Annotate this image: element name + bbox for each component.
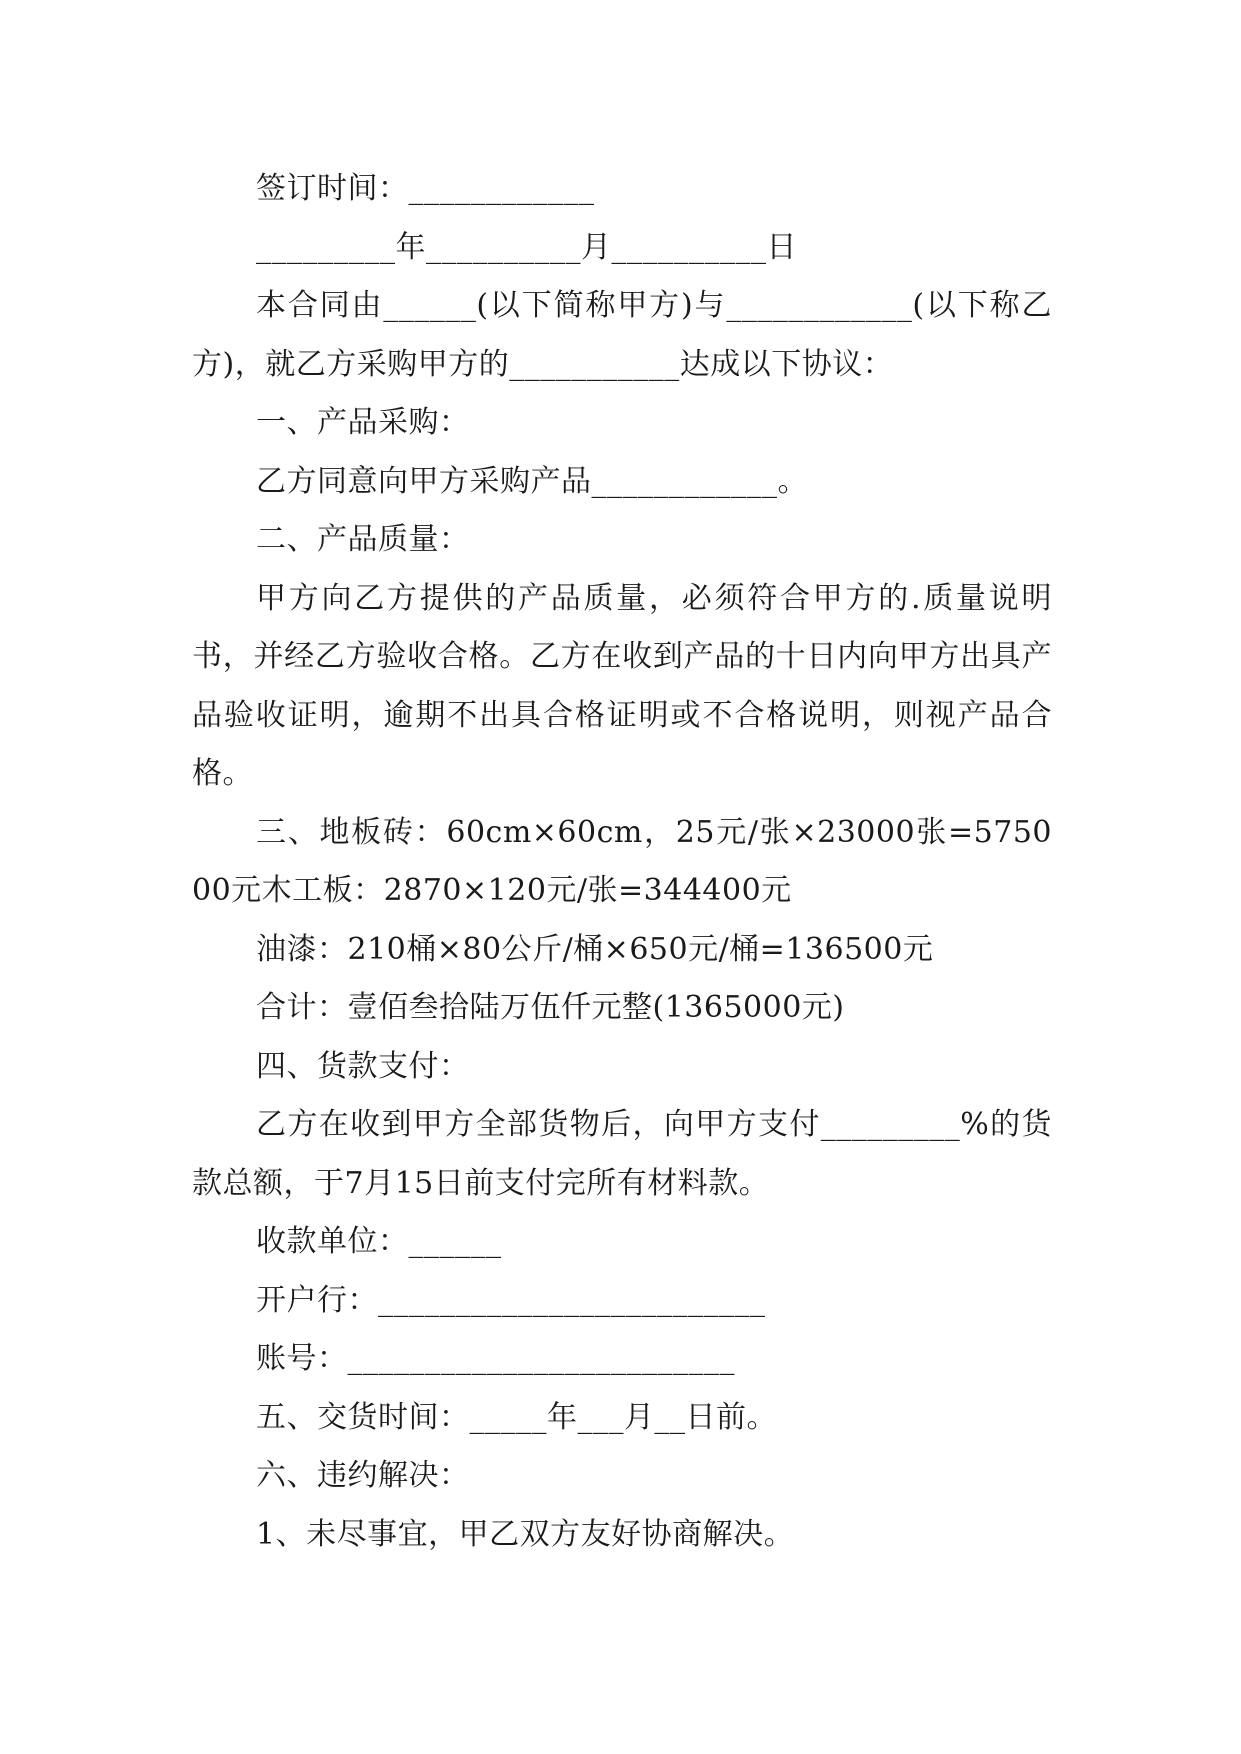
date-blanks-line: _________年__________月__________日 xyxy=(256,229,797,265)
contract-body xyxy=(192,160,1052,1564)
section-heading-quality: 二、产品质量： xyxy=(256,522,470,557)
section-heading-payment: 四、货款支付： xyxy=(256,1048,470,1084)
contract-intro-paragraph: 本合同由______(以下简称甲方)与____________(以下称乙方)，就乙方采购甲方的___________达成以下协议： xyxy=(192,288,1052,382)
breach-item-1: 1、未尽事宜，甲乙双方友好协商解决。 xyxy=(256,1516,795,1552)
payee-line: 收款单位：______ xyxy=(256,1224,502,1259)
section-heading-purchase: 一、产品采购： xyxy=(256,405,470,440)
total-line: 合计：壹佰叁拾陆万伍仟元整(1365000元) xyxy=(256,990,845,1025)
signing-date-line: 签订时间：____________ xyxy=(256,171,595,206)
section-heading-breach: 六、违约解决： xyxy=(256,1458,470,1493)
floor-tile-paragraph: 三、地板砖：60cm×60cm，25元/张×23000张=575000元木工板：2870×120元/张=344400元 xyxy=(192,814,1052,908)
bank-line: 开户行：_________________________ xyxy=(256,1282,766,1318)
account-line: 账号：_________________________ xyxy=(256,1341,735,1376)
section-heading-delivery: 五、交货时间：_____年___月__日前。 xyxy=(256,1399,777,1435)
paint-line: 油漆：210桶×80公斤/桶×650元/桶=136500元 xyxy=(256,931,934,967)
payment-paragraph: 乙方在收到甲方全部货物后，向甲方支付_________%的货款总额，于7月15日前支付完所有材料款。 xyxy=(192,1107,1052,1201)
quality-paragraph: 甲方向乙方提供的产品质量，必须符合甲方的.质量说明书，并经乙方验收合格。乙方在收到产品的十日内向甲方出具产品验收证明，逾期不出具合格证明或不合格说明，则视产品合格。 xyxy=(192,580,1052,791)
purchase-paragraph: 乙方同意向甲方采购产品____________。 xyxy=(256,463,808,499)
